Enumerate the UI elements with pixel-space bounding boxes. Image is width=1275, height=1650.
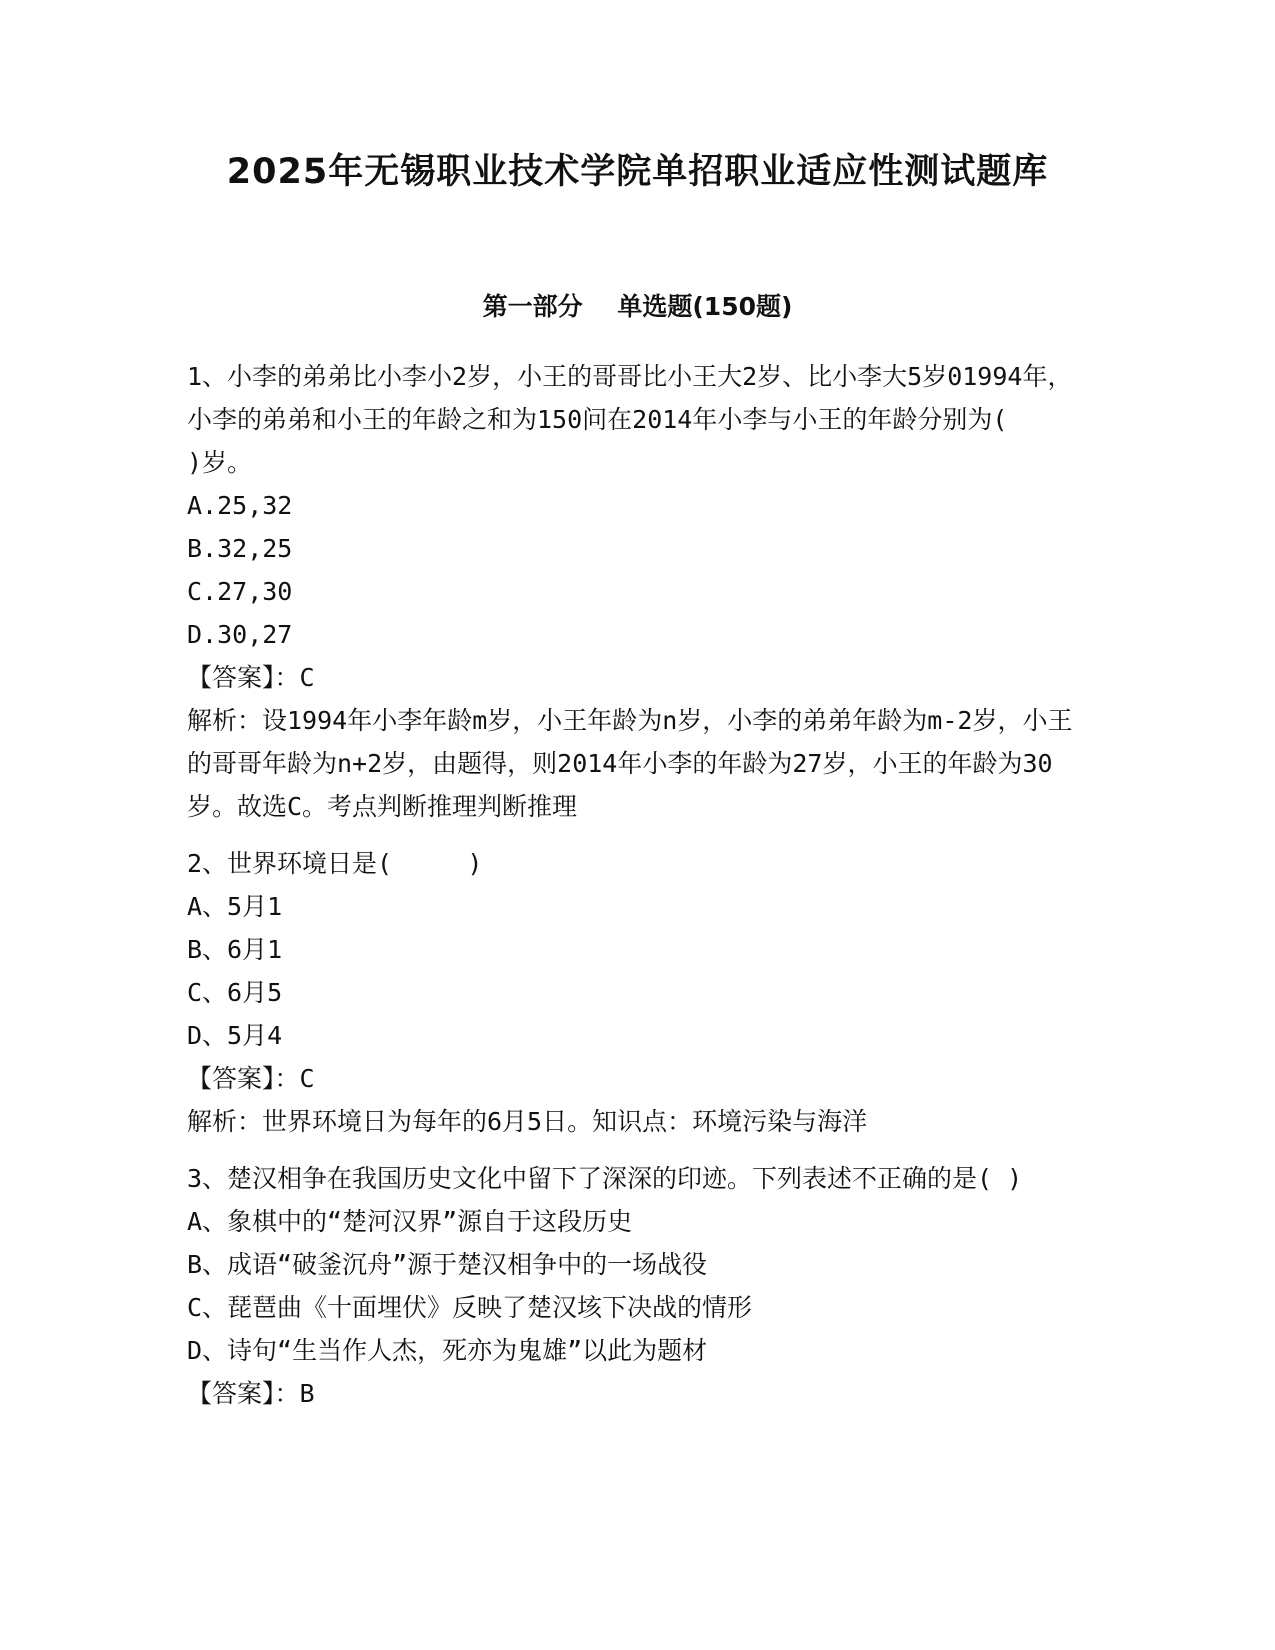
answer-line (187, 656, 1087, 699)
option-b: B、成语“破釜沉舟”源于楚汉相争中的一场战役 (187, 1250, 708, 1279)
option-d: D、5月4 (187, 1021, 283, 1050)
analysis: 解析：世界环境日为每年的6月5日。知识点：环境污染与海洋 (187, 1107, 868, 1136)
option-b: B.32,25 (187, 534, 293, 563)
option-b: B、6月1 (187, 935, 283, 964)
option-a: A.25,32 (187, 491, 293, 520)
answer-line (187, 1057, 1087, 1100)
analysis: 解析：设1994年小李年龄m岁，小王年龄为n岁，小李的弟弟年龄为m-2岁，小王的哥哥年龄为n+2岁，由题得，则2014年小李的年龄为27岁，小王的年龄为30岁。故选C。考点判断推理判断推理 (187, 706, 1073, 821)
question-3 (187, 1157, 1087, 1415)
option-a: A、象棋中的“楚河汉界”源自于这段历史 (187, 1207, 633, 1236)
option-d: D、诗句“生当作人杰，死亦为鬼雄”以此为题材 (187, 1336, 708, 1365)
option-c: C、琵琶曲《十面埋伏》反映了楚汉垓下决战的情形 (187, 1293, 753, 1322)
option-c: C、6月5 (187, 978, 283, 1007)
answer-value: C (299, 663, 315, 692)
question-list (187, 355, 1098, 1429)
option-a: A、5月1 (187, 892, 283, 921)
answer-value: C (299, 1064, 315, 1093)
answer-value: B (299, 1379, 315, 1408)
section-title: 第一部分 单选题(150题) (482, 292, 793, 321)
option-d: D.30,27 (187, 620, 293, 649)
question-2 (187, 842, 1087, 1143)
question-stem: 3、楚汉相争在我国历史文化中留下了深深的印迹。下列表述不正确的是( ) (187, 1164, 1023, 1193)
document-title: 2025年无锡职业技术学院单招职业适应性测试题库 (226, 152, 1049, 192)
option-c: C.27,30 (187, 577, 293, 606)
answer-label: 【答案】： (187, 1064, 300, 1093)
question-stem: 1、小李的弟弟比小李小2岁，小王的哥哥比小王大2岁、比小李大5岁01994年，小李的弟弟和小王的年龄之和为150问在2014年小李与小王的年龄分别为( )岁。 (187, 362, 1098, 477)
question-stem: 2、世界环境日是( ) (187, 849, 483, 878)
answer-line (187, 1372, 1087, 1415)
answer-label: 【答案】： (187, 1379, 300, 1408)
answer-label: 【答案】： (187, 663, 300, 692)
question-1 (187, 355, 1098, 828)
